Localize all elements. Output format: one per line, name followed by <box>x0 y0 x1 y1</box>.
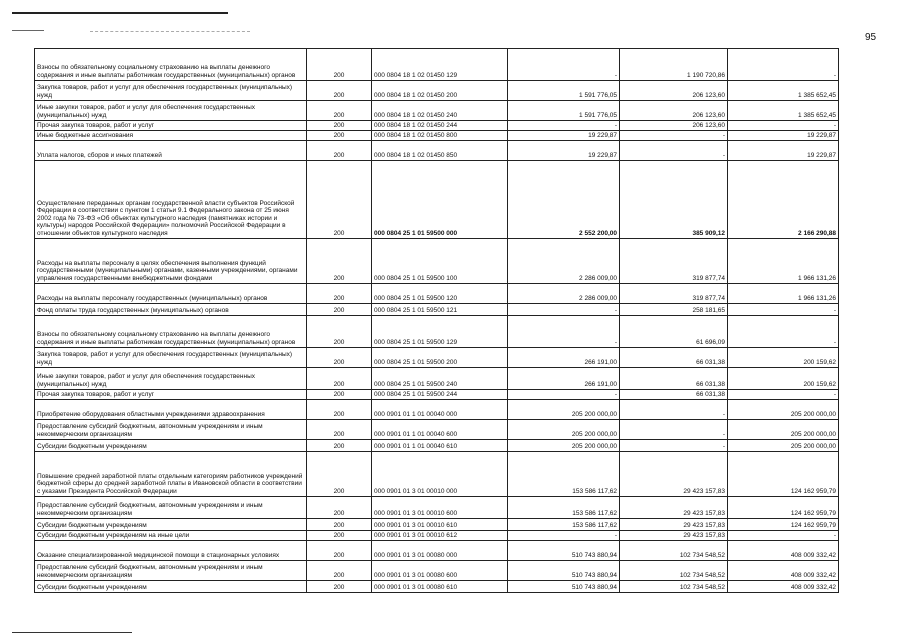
row-approved: 19 229,87 <box>508 131 620 141</box>
row-approved: - <box>508 316 620 348</box>
row-unexecuted: - <box>728 390 839 400</box>
table-row <box>35 316 839 348</box>
table-row <box>35 400 839 420</box>
table-row <box>35 531 839 541</box>
row-budget-code: 000 0901 01 1 01 00040 000 <box>372 400 508 420</box>
row-executed: - <box>620 400 728 420</box>
row-executed: 319 877,74 <box>620 284 728 304</box>
row-name: Прочая закупка товаров, работ и услуг <box>35 121 307 131</box>
row-name: Иные закупки товаров, работ и услуг для обеспечения государственных (муниципальных) нужд <box>35 101 307 121</box>
row-name: Иные закупки товаров, работ и услуг для обеспечения государственных (муниципальных) нужд <box>35 368 307 390</box>
table-row <box>35 121 839 131</box>
row-executed: - <box>620 141 728 161</box>
row-budget-code: 000 0901 01 3 01 00080 600 <box>372 561 508 581</box>
page-number: 95 <box>865 32 877 43</box>
row-executed: - <box>620 440 728 452</box>
table-row <box>35 561 839 581</box>
row-unexecuted: 205 200 000,00 <box>728 420 839 440</box>
row-unexecuted: 19 229,87 <box>728 141 839 161</box>
row-unexecuted: 200 159,62 <box>728 348 839 368</box>
row-admin-code: 200 <box>307 141 372 161</box>
row-executed: 29 423 157,83 <box>620 497 728 519</box>
table-row <box>35 541 839 561</box>
row-budget-code: 000 0804 25 1 01 59500 100 <box>372 239 508 284</box>
row-budget-code: 000 0804 25 1 01 59500 121 <box>372 304 508 316</box>
table-row <box>35 101 839 121</box>
row-name: Взносы по обязательному социальному страхованию на выплаты денежного содержания и иные выплаты работникам государственных (муниципальных) органов <box>35 316 307 348</box>
row-name: Повышение средней заработной платы отдельным категориям работников учреждений бюджетной сферы до средней заработной платы в Ивановской области в соответствии с указами Президента Российской Федерации <box>35 452 307 497</box>
row-unexecuted: 408 009 332,42 <box>728 541 839 561</box>
row-executed: 66 031,38 <box>620 368 728 390</box>
header-rule <box>12 12 228 14</box>
row-unexecuted: 205 200 000,00 <box>728 400 839 420</box>
row-approved: - <box>508 531 620 541</box>
row-name: Иные бюджетные ассигнования <box>35 131 307 141</box>
table-row <box>35 49 839 81</box>
row-executed: 29 423 157,83 <box>620 519 728 531</box>
row-admin-code: 200 <box>307 561 372 581</box>
header-dotted-line <box>90 31 250 32</box>
row-name: Закупка товаров, работ и услуг для обеспечения государственных (муниципальных) нужд <box>35 348 307 368</box>
row-unexecuted: 1 966 131,26 <box>728 284 839 304</box>
row-admin-code: 200 <box>307 497 372 519</box>
row-name: Расходы на выплаты персоналу в целях обеспечения выполнения функций государственными (муниципальными) органами, казенными учреждениями, органами управления государственными внебюджетными фондами <box>35 239 307 284</box>
row-budget-code: 000 0804 18 1 02 01450 240 <box>372 101 508 121</box>
row-name: Субсидии бюджетным учреждениям <box>35 519 307 531</box>
row-unexecuted: 1 385 652,45 <box>728 101 839 121</box>
row-admin-code: 200 <box>307 284 372 304</box>
row-approved: 153 586 117,62 <box>508 519 620 531</box>
row-approved: 205 200 000,00 <box>508 400 620 420</box>
row-admin-code: 200 <box>307 161 372 239</box>
row-name: Прочая закупка товаров, работ и услуг <box>35 390 307 400</box>
row-admin-code: 200 <box>307 49 372 81</box>
row-admin-code: 200 <box>307 452 372 497</box>
row-approved: 153 586 117,62 <box>508 497 620 519</box>
row-approved: - <box>508 390 620 400</box>
header-mark <box>12 30 44 31</box>
table-row <box>35 420 839 440</box>
row-executed: 206 123,60 <box>620 101 728 121</box>
row-approved: 2 286 009,00 <box>508 284 620 304</box>
row-budget-code: 000 0804 25 1 01 59500 244 <box>372 390 508 400</box>
row-budget-code: 000 0804 25 1 01 59500 240 <box>372 368 508 390</box>
row-approved: 1 591 776,05 <box>508 101 620 121</box>
row-unexecuted: - <box>728 316 839 348</box>
row-budget-code: 000 0804 18 1 02 01450 800 <box>372 131 508 141</box>
row-admin-code: 200 <box>307 440 372 452</box>
row-admin-code: 200 <box>307 581 372 593</box>
row-approved: 205 200 000,00 <box>508 420 620 440</box>
row-admin-code: 200 <box>307 420 372 440</box>
row-executed: 102 734 548,52 <box>620 561 728 581</box>
row-approved: 2 286 009,00 <box>508 239 620 284</box>
table-row <box>35 131 839 141</box>
row-unexecuted: 205 200 000,00 <box>728 440 839 452</box>
table-row <box>35 440 839 452</box>
row-unexecuted: 408 009 332,42 <box>728 581 839 593</box>
row-unexecuted: - <box>728 531 839 541</box>
row-name: Субсидии бюджетным учреждениям <box>35 440 307 452</box>
row-budget-code: 000 0901 01 3 01 00010 612 <box>372 531 508 541</box>
row-budget-code: 000 0901 01 3 01 00010 000 <box>372 452 508 497</box>
table-row <box>35 141 839 161</box>
row-executed: 206 123,60 <box>620 121 728 131</box>
row-budget-code: 000 0901 01 3 01 00010 600 <box>372 497 508 519</box>
row-budget-code: 000 0804 25 1 01 59500 120 <box>372 284 508 304</box>
row-unexecuted: 408 009 332,42 <box>728 561 839 581</box>
row-budget-code: 000 0901 01 1 01 00040 600 <box>372 420 508 440</box>
row-admin-code: 200 <box>307 400 372 420</box>
table-row <box>35 497 839 519</box>
row-admin-code: 200 <box>307 121 372 131</box>
row-unexecuted: 19 229,87 <box>728 131 839 141</box>
row-name: Уплата налогов, сборов и иных платежей <box>35 141 307 161</box>
row-budget-code: 000 0804 18 1 02 01450 244 <box>372 121 508 131</box>
row-budget-code: 000 0804 25 1 01 59500 000 <box>372 161 508 239</box>
row-unexecuted: - <box>728 49 839 81</box>
row-executed: 319 877,74 <box>620 239 728 284</box>
table-row <box>35 581 839 593</box>
row-approved: 1 591 776,05 <box>508 81 620 101</box>
table-row <box>35 81 839 101</box>
row-budget-code: 000 0901 01 3 01 00010 610 <box>372 519 508 531</box>
table-row <box>35 452 839 497</box>
row-name: Предоставление субсидий бюджетным, автономным учреждениям и иным некоммерческим организациям <box>35 497 307 519</box>
row-admin-code: 200 <box>307 531 372 541</box>
row-admin-code: 200 <box>307 304 372 316</box>
row-admin-code: 200 <box>307 368 372 390</box>
row-admin-code: 200 <box>307 519 372 531</box>
row-admin-code: 200 <box>307 541 372 561</box>
row-executed: 1 190 720,86 <box>620 49 728 81</box>
row-approved: 2 552 200,00 <box>508 161 620 239</box>
row-approved: 510 743 880,94 <box>508 581 620 593</box>
table-row <box>35 348 839 368</box>
table-row <box>35 161 839 239</box>
row-approved: 19 229,87 <box>508 141 620 161</box>
row-unexecuted: 2 166 290,88 <box>728 161 839 239</box>
row-admin-code: 200 <box>307 390 372 400</box>
row-name: Осуществление переданных органам государственной власти субъектов Российской Федерации в соответствии с пунктом 1 статьи 9.1 Федерального закона от 25 июня 2002 года № 73-ФЗ «Об объектах культурного наследия (памятниках истории и культуры) народов Российской Федерации» полномочий Российской Федерации в отношении объектов культурного наследия <box>35 161 307 239</box>
row-approved: - <box>508 49 620 81</box>
row-unexecuted: 1 385 652,45 <box>728 81 839 101</box>
row-executed: 102 734 548,52 <box>620 541 728 561</box>
row-executed: - <box>620 131 728 141</box>
row-admin-code: 200 <box>307 131 372 141</box>
row-unexecuted: 124 162 959,79 <box>728 497 839 519</box>
row-approved: 266 191,00 <box>508 348 620 368</box>
footer-rule <box>12 632 132 633</box>
table-row <box>35 368 839 390</box>
row-name: Взносы по обязательному социальному страхованию на выплаты денежного содержания и иные выплаты работникам государственных (муниципальных) органов <box>35 49 307 81</box>
table-row <box>35 304 839 316</box>
row-executed: 66 031,38 <box>620 390 728 400</box>
row-approved: 205 200 000,00 <box>508 440 620 452</box>
row-name: Расходы на выплаты персоналу государственных (муниципальных) органов <box>35 284 307 304</box>
row-name: Субсидии бюджетным учреждениям <box>35 581 307 593</box>
row-name: Субсидии бюджетным учреждениям на иные цели <box>35 531 307 541</box>
row-name: Предоставление субсидий бюджетным, автономным учреждениям и иным некоммерческим организациям <box>35 420 307 440</box>
row-unexecuted: 124 162 959,79 <box>728 519 839 531</box>
row-approved: 153 586 117,62 <box>508 452 620 497</box>
row-admin-code: 200 <box>307 81 372 101</box>
row-admin-code: 200 <box>307 101 372 121</box>
row-executed: - <box>620 420 728 440</box>
row-admin-code: 200 <box>307 348 372 368</box>
row-name: Фонд оплаты труда государственных (муниципальных) органов <box>35 304 307 316</box>
row-budget-code: 000 0901 01 3 01 00080 000 <box>372 541 508 561</box>
row-executed: 385 909,12 <box>620 161 728 239</box>
row-budget-code: 000 0804 18 1 02 01450 200 <box>372 81 508 101</box>
row-executed: 206 123,60 <box>620 81 728 101</box>
table-row <box>35 239 839 284</box>
row-name: Оказание специализированной медицинской помощи в стационарных условиях <box>35 541 307 561</box>
row-admin-code: 200 <box>307 316 372 348</box>
row-name: Закупка товаров, работ и услуг для обеспечения государственных (муниципальных) нужд <box>35 81 307 101</box>
row-budget-code: 000 0901 01 3 01 00080 610 <box>372 581 508 593</box>
row-unexecuted: - <box>728 121 839 131</box>
row-executed: 29 423 157,83 <box>620 452 728 497</box>
row-approved: 266 191,00 <box>508 368 620 390</box>
row-unexecuted: 124 162 959,79 <box>728 452 839 497</box>
row-unexecuted: - <box>728 304 839 316</box>
row-unexecuted: 1 966 131,26 <box>728 239 839 284</box>
row-budget-code: 000 0804 25 1 01 59500 129 <box>372 316 508 348</box>
row-unexecuted: 200 159,62 <box>728 368 839 390</box>
row-executed: 66 031,38 <box>620 348 728 368</box>
row-executed: 61 696,09 <box>620 316 728 348</box>
row-budget-code: 000 0804 25 1 01 59500 200 <box>372 348 508 368</box>
row-name: Предоставление субсидий бюджетным, автономным учреждениям и иным некоммерческим организациям <box>35 561 307 581</box>
row-approved: - <box>508 121 620 131</box>
row-approved: 510 743 880,94 <box>508 541 620 561</box>
row-executed: 258 181,65 <box>620 304 728 316</box>
row-name: Приобретение оборудования областными учреждениями здравоохранения <box>35 400 307 420</box>
table-row <box>35 390 839 400</box>
row-budget-code: 000 0804 18 1 02 01450 129 <box>372 49 508 81</box>
row-approved: 510 743 880,94 <box>508 561 620 581</box>
row-budget-code: 000 0804 18 1 02 01450 850 <box>372 141 508 161</box>
row-admin-code: 200 <box>307 239 372 284</box>
row-approved: - <box>508 304 620 316</box>
table-row <box>35 519 839 531</box>
budget-execution-table <box>34 48 839 593</box>
row-budget-code: 000 0901 01 1 01 00040 610 <box>372 440 508 452</box>
row-executed: 102 734 548,52 <box>620 581 728 593</box>
table-row <box>35 284 839 304</box>
row-executed: 29 423 157,83 <box>620 531 728 541</box>
